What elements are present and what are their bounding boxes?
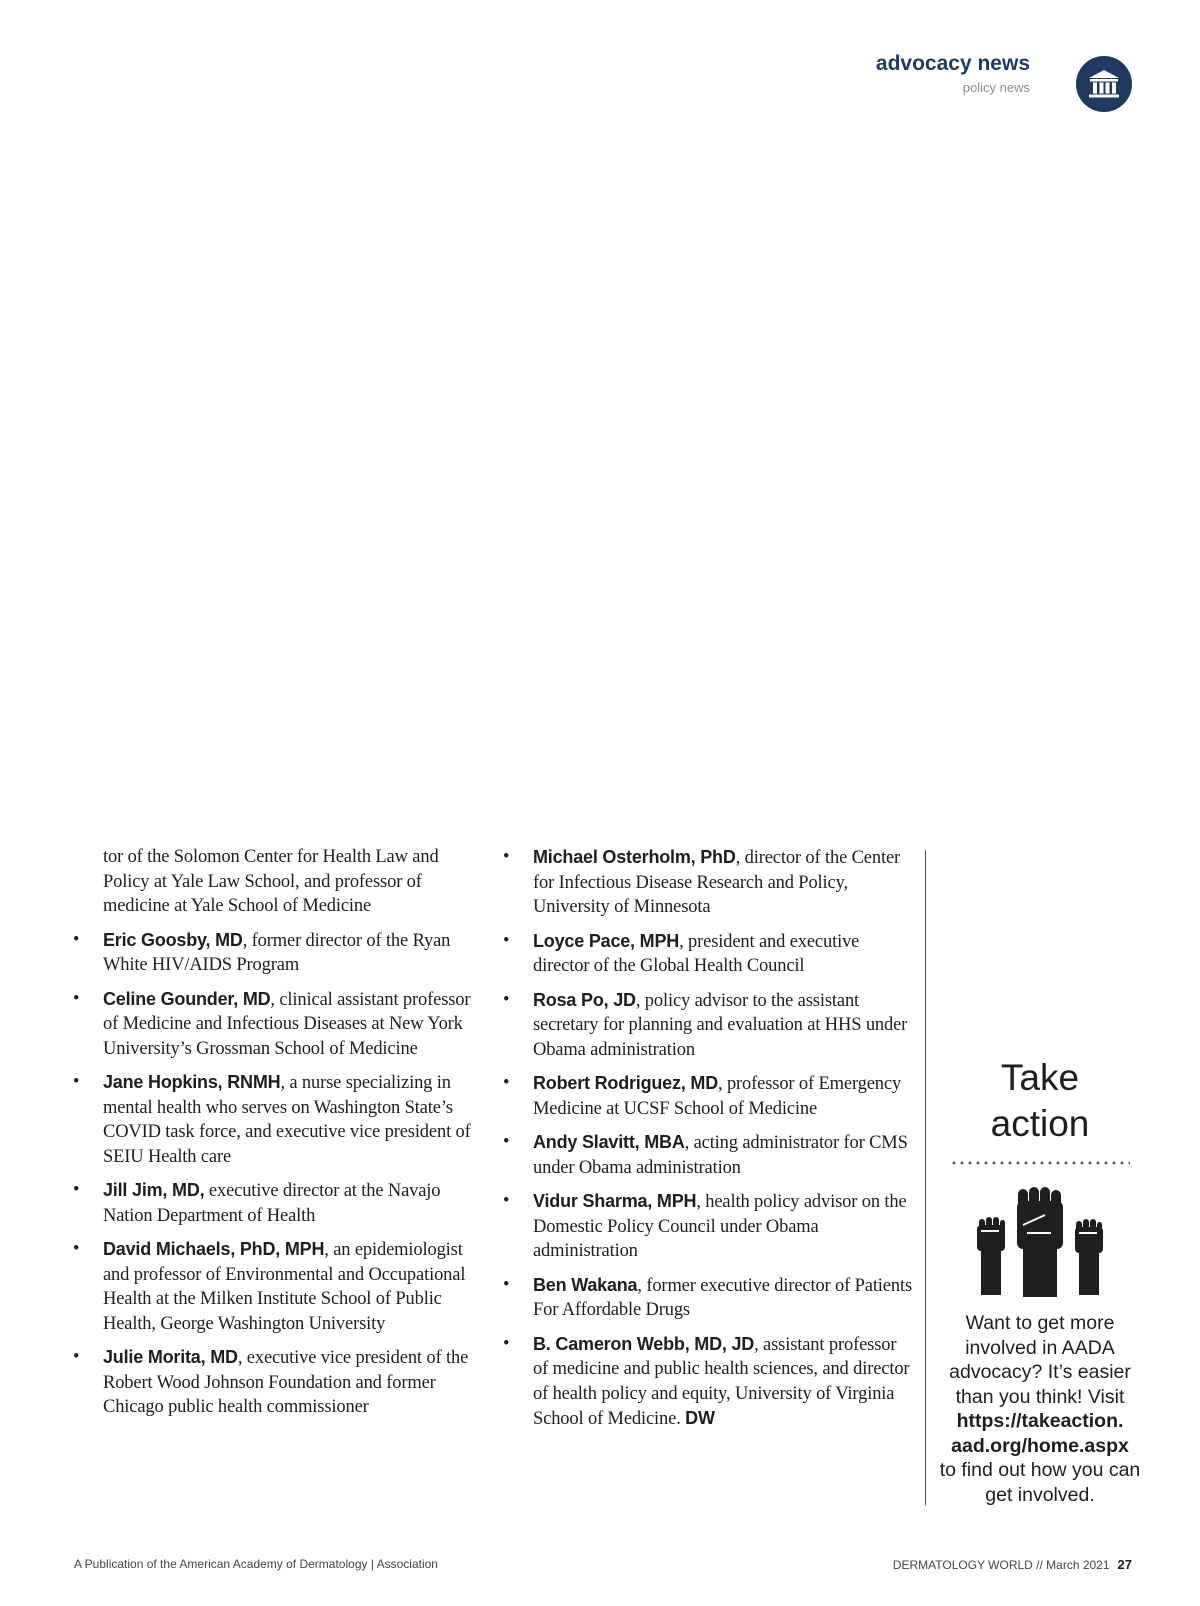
person-description: executive director at the Navajo Nation Department of Health	[103, 1181, 441, 1226]
sidebar-body	[935, 1311, 1145, 1507]
person-name: Ben Wakana	[533, 1274, 638, 1295]
list-item	[500, 1332, 915, 1432]
person-name: Julie Morita, MD	[103, 1347, 238, 1367]
bullet-icon: •	[503, 930, 510, 951]
sidebar-headline	[935, 1055, 1145, 1147]
sidebar-intro-text: Want to get more involved in AADA advocacy? It’s easier than you think! Visit	[949, 1312, 1131, 1408]
list-item	[70, 1345, 480, 1420]
bullet-icon: •	[503, 1274, 510, 1295]
sidebar-outro-text: to find out how you can get involved.	[939, 1459, 1141, 1506]
person-description: , former director of the Ryan White HIV/AIDS Program	[103, 930, 451, 975]
bullet-icon: •	[73, 929, 80, 950]
sidebar-headline-line1: Take	[1000, 1057, 1080, 1098]
bullet-icon: •	[73, 1347, 80, 1367]
list-item	[500, 1130, 915, 1180]
person-description: , assistant professor of medicine and public health sciences, and director of health policy and equity, University of Virginia School of Medicine.	[533, 1334, 910, 1429]
raised-fists-icon	[975, 1187, 1105, 1297]
take-action-sidebar	[935, 1055, 1145, 1507]
person-description: , director of the Center for Infectious Disease Research and Policy, University of Minnesota	[533, 848, 901, 917]
take-action-link-line1: https://takeaction.	[956, 1410, 1124, 1432]
footer-publication: A Publication of the American Academy of Dermatology | Association	[74, 1557, 438, 1571]
person-description: , acting administrator for CMS under Obama administration	[533, 1133, 908, 1178]
person-name: Celine Gounder, MD	[103, 988, 271, 1009]
article-end-signature: DW	[685, 1408, 715, 1428]
page-number: 27	[1117, 1557, 1132, 1572]
list-item	[500, 845, 915, 920]
person-name: B. Cameron Webb, MD, JD	[533, 1333, 755, 1354]
footer-issue-text: DERMATOLOGY WORLD // March 2021	[892, 1558, 1110, 1572]
footer-issue	[893, 1557, 1132, 1572]
bullet-icon: •	[73, 1180, 80, 1200]
section-subtitle: policy news	[962, 80, 1030, 95]
person-description: , a nurse specializing in mental health who serves on Washington State’s COVID task force, and executive vice president of SEIU Health care	[103, 1073, 471, 1167]
person-name: Michael Osterholm, PhD	[533, 847, 736, 867]
continued-paragraph: tor of the Solomon Center for Health Law and Policy at Yale Law School, and professor of medicine at Yale School of Medicine	[103, 847, 439, 916]
column-divider	[925, 850, 926, 1505]
person-name: Robert Rodriguez, MD	[533, 1073, 718, 1093]
list-item	[70, 1178, 480, 1228]
list-item	[70, 928, 480, 978]
person-name: Vidur Sharma, MPH	[533, 1191, 697, 1211]
bullet-icon: •	[503, 1191, 510, 1211]
list-item	[70, 1237, 480, 1336]
take-action-link[interactable]	[935, 1409, 1145, 1458]
person-description: , former executive director of Patients For Affordable Drugs	[533, 1275, 912, 1320]
bullet-icon: •	[73, 1072, 80, 1092]
person-name: Jane Hopkins, RNMH	[103, 1072, 281, 1092]
article-column-left	[70, 845, 480, 1429]
person-name: Jill Jim, MD,	[103, 1180, 205, 1200]
person-name: Eric Goosby, MD	[103, 929, 243, 950]
dotted-divider	[950, 1161, 1130, 1165]
person-name: Loyce Pace, MPH	[533, 930, 680, 951]
sidebar-headline-line2: action	[990, 1103, 1090, 1144]
list-item	[500, 1071, 915, 1121]
list-item	[70, 1070, 480, 1169]
take-action-link-line2: aad.org/home.aspx	[951, 1434, 1129, 1457]
person-description: , president and executive director of the Global Health Council	[533, 931, 860, 976]
bullet-icon: •	[73, 988, 80, 1009]
section-header	[876, 52, 1030, 96]
bullet-icon: •	[503, 1073, 510, 1093]
bullet-icon: •	[503, 1333, 510, 1354]
person-description: , an epidemiologist and professor of Environmental and Occupational Health at the Milken Institute School of Public Health, George Washington University	[103, 1240, 466, 1334]
institution-columns-icon	[1076, 56, 1132, 112]
bullet-icon: •	[73, 1239, 80, 1259]
person-description: , health policy advisor on the Domestic Policy Council under Obama administration	[533, 1192, 907, 1261]
person-name: David Michaels, PhD, MPH	[103, 1239, 325, 1259]
bullet-icon: •	[503, 1132, 510, 1152]
section-title: advocacy news	[875, 52, 1030, 75]
list-item	[70, 987, 480, 1062]
person-name: Andy Slavitt, MBA	[533, 1132, 685, 1152]
bullet-icon: •	[503, 847, 510, 867]
bullet-icon: •	[503, 989, 510, 1010]
person-description: , clinical assistant professor of Medicine and Infectious Diseases at New York University’s Grossman School of Medicine	[103, 989, 471, 1059]
person-name: Rosa Po, JD	[533, 989, 636, 1010]
article-column-middle	[500, 845, 915, 1441]
person-description: , policy advisor to the assistant secretary for planning and evaluation at HHS under Obama administration	[533, 990, 908, 1060]
person-description: , professor of Emergency Medicine at UCSF School of Medicine	[533, 1074, 902, 1119]
person-description: , executive vice president of the Robert Wood Johnson Foundation and former Chicago public health commissioner	[103, 1348, 469, 1417]
list-item	[500, 1273, 915, 1323]
list-item	[500, 1189, 915, 1264]
list-item	[500, 929, 915, 979]
list-item	[500, 988, 915, 1063]
